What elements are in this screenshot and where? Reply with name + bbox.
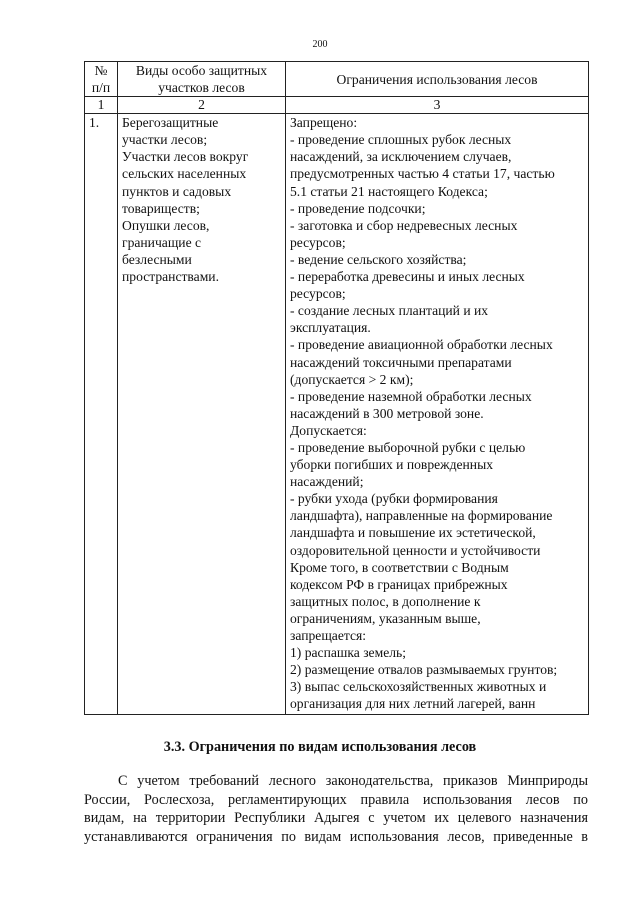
cell-line: 2) размещение отвалов размываемых грунтов; bbox=[290, 662, 558, 678]
cell-line: - заготовка и сбор недревесных лесных bbox=[290, 217, 518, 233]
cell-line: Участки лесов вокруг bbox=[122, 149, 249, 165]
cell-line: насаждений в 300 метровой зоне. bbox=[290, 405, 484, 421]
forest-restrictions-table bbox=[84, 61, 589, 715]
column-numbers-row bbox=[85, 97, 589, 114]
header-line: п/п bbox=[91, 80, 111, 96]
column-number: 3 bbox=[286, 97, 589, 114]
cell-line: товариществ; bbox=[122, 200, 200, 216]
cell-line: Кроме того, в соответствии с Водным bbox=[290, 559, 509, 575]
cell-line: - ведение сельского хозяйства; bbox=[290, 251, 467, 267]
cell-line: ландшафта), направленные на формирование bbox=[290, 508, 553, 524]
cell-line: насаждений токсичными препаратами bbox=[290, 354, 512, 370]
paragraph-line: России, Рослесхоза, регламентирующих правила использования лесов по bbox=[84, 791, 588, 808]
cell-line: 5.1 статьи 21 настоящего Кодекса; bbox=[290, 183, 488, 199]
cell-line: (допускается > 2 км); bbox=[290, 371, 414, 387]
cell-line: организация для них летний лагерей, ванн bbox=[290, 696, 536, 712]
cell-line: пунктов и садовых bbox=[122, 183, 232, 199]
paragraph-line: С учетом требований лесного законодательства, приказов Минприроды bbox=[118, 773, 588, 789]
cell-line: Берегозащитные bbox=[122, 115, 219, 131]
cell-line: - проведение сплошных рубок лесных bbox=[290, 132, 512, 148]
cell-line: эксплуатация. bbox=[290, 320, 371, 336]
row-number-cell: 1. bbox=[85, 114, 118, 715]
cell-line: пространствами. bbox=[122, 269, 219, 285]
table-row bbox=[85, 114, 589, 715]
paragraph-line: устанавливаются ограничения по видам использования лесов, приведенные в bbox=[84, 828, 588, 845]
cell-line: ограничениям, указанным выше, bbox=[290, 610, 481, 626]
header-row-number bbox=[85, 62, 118, 97]
cell-line: - проведение подсочки; bbox=[290, 200, 426, 216]
header-line: Виды особо защитных bbox=[135, 63, 268, 78]
cell-line: - создание лесных плантаций и их bbox=[290, 303, 489, 319]
protective-types-cell bbox=[118, 114, 286, 715]
cell-line: насаждений, за исключением случаев, bbox=[290, 149, 512, 165]
usage-limits-cell bbox=[286, 114, 589, 715]
cell-line: оздоровительной ценности и устойчивости bbox=[290, 542, 541, 558]
table-header-row bbox=[85, 62, 589, 97]
cell-line: насаждений; bbox=[290, 474, 364, 490]
column-number: 2 bbox=[118, 97, 286, 114]
cell-line: участки лесов; bbox=[122, 132, 208, 148]
cell-line: - проведение авиационной обработки лесных bbox=[290, 337, 553, 353]
header-protective-types bbox=[118, 62, 286, 97]
cell-line: - проведение наземной обработки лесных bbox=[290, 388, 532, 404]
header-line: № bbox=[94, 63, 108, 78]
body-paragraph bbox=[84, 772, 588, 846]
cell-line: ландшафта и повышение их эстетической, bbox=[290, 525, 536, 541]
cell-line: 3) выпас сельскохозяйственных животных и bbox=[290, 679, 547, 695]
header-usage-limits: Ограничения использования лесов bbox=[286, 62, 589, 97]
cell-line: ресурсов; bbox=[290, 234, 346, 250]
cell-line: Допускается: bbox=[290, 422, 367, 438]
page-number: 200 bbox=[312, 39, 328, 50]
cell-line: защитных полос, в дополнение к bbox=[290, 593, 481, 609]
cell-line: - рубки ухода (рубки формирования bbox=[290, 491, 498, 507]
section-heading: 3.3. Ограничения по видам использования лесов bbox=[163, 739, 477, 755]
cell-line: Опушки лесов, bbox=[122, 217, 210, 233]
cell-line: ресурсов; bbox=[290, 286, 346, 302]
cell-line: сельских населенных bbox=[122, 166, 247, 182]
column-number: 1 bbox=[85, 97, 118, 114]
cell-line: - проведение выборочной рубки с целью bbox=[290, 439, 526, 455]
cell-line: Запрещено: bbox=[290, 115, 358, 131]
cell-line: запрещается: bbox=[290, 628, 367, 643]
cell-line: 1) распашка земель; bbox=[290, 645, 406, 661]
cell-line: безлесными bbox=[122, 251, 192, 267]
header-line: участков лесов bbox=[158, 80, 245, 96]
cell-line: предусмотренных частью 4 статьи 17, частью bbox=[290, 166, 555, 182]
paragraph-line: видам, на территории Республики Адыгея с учетом их целевого назначения bbox=[84, 810, 588, 827]
cell-line: граничащие с bbox=[122, 234, 202, 250]
cell-line: уборки погибших и поврежденных bbox=[290, 457, 493, 473]
cell-line: - переработка древесины и иных лесных bbox=[290, 269, 525, 285]
cell-line: кодексом РФ в границах прибрежных bbox=[290, 576, 508, 592]
